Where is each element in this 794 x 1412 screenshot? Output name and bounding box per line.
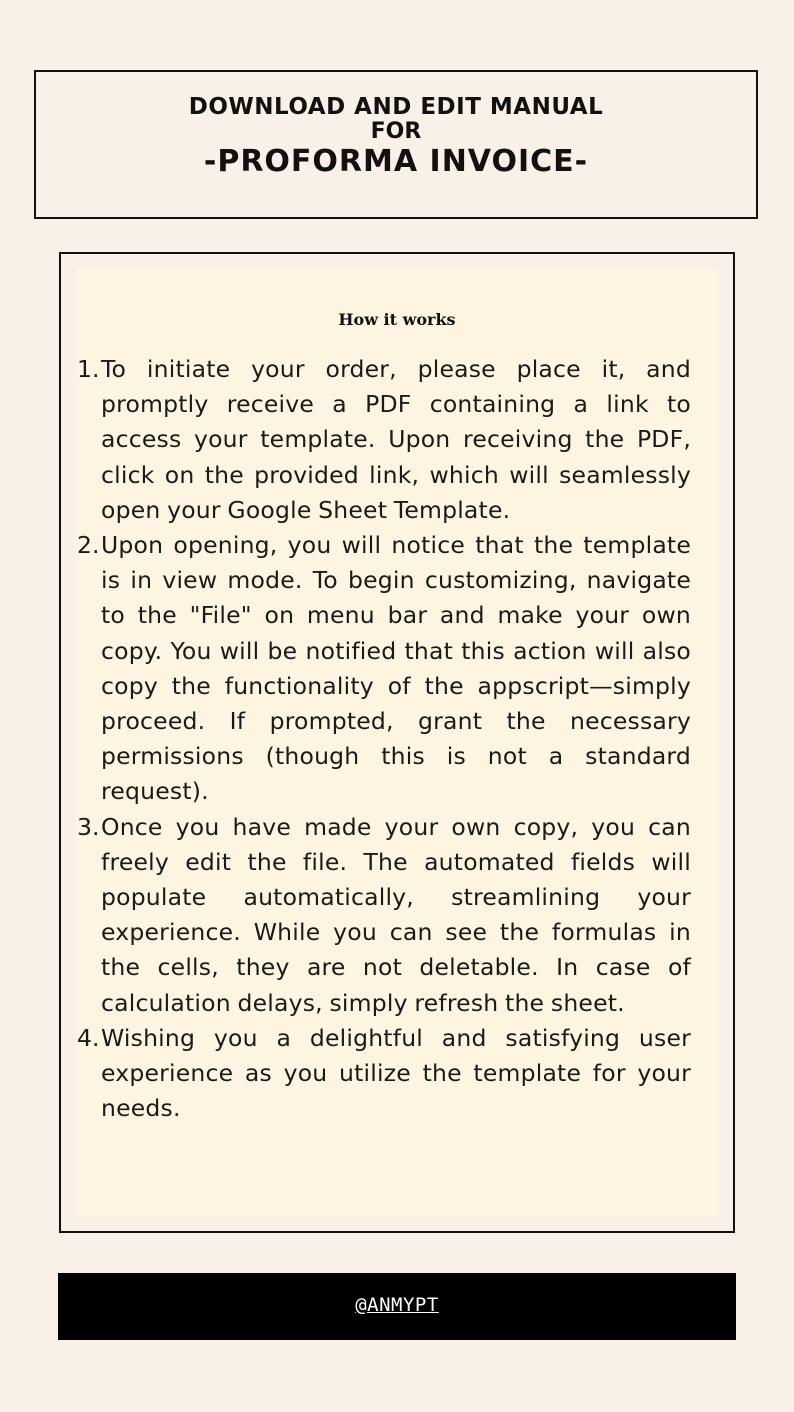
section-heading: How it works bbox=[338, 310, 456, 329]
step-item bbox=[77, 528, 691, 810]
title-box bbox=[34, 70, 758, 219]
title-line-3: -PROFORMA INVOICE- bbox=[203, 144, 589, 179]
step-number: 2. bbox=[77, 531, 100, 560]
title-line-2: FOR bbox=[370, 119, 422, 144]
content-panel bbox=[75, 268, 719, 1218]
step-text: Wishing you a delightful and satisfying user experience as you utilize the template for your needs. bbox=[101, 1023, 691, 1123]
step-text: To initiate your order, please place it, and promptly receive a PDF containing a link to access your template. Upon receiving the PDF, click on the provided link, which will seamlessly open your Google Sheet Template. bbox=[101, 355, 691, 524]
step-item bbox=[77, 810, 691, 1021]
content-frame bbox=[59, 252, 735, 1233]
step-number: 4. bbox=[77, 1023, 100, 1052]
step-number: 1. bbox=[77, 355, 100, 383]
footer-bar bbox=[58, 1273, 736, 1340]
step-item bbox=[77, 352, 691, 528]
step-text: Upon opening, you will notice that the template is in view mode. To begin customizing, navigate to the "File" on menu bar and make your own copy. You will be notified that this action will also copy the functionality of the appscript—simply proceed. If prompted, grant the necessary permissions (though this is not a standard request). bbox=[101, 531, 691, 806]
handle-link[interactable]: @ANMYPT bbox=[355, 1294, 439, 1316]
title-line-1: DOWNLOAD AND EDIT MANUAL bbox=[188, 94, 604, 120]
step-item bbox=[77, 1021, 691, 1127]
step-text: Once you have made your own copy, you can freely edit the file. The automated fields will populate automatically, streamlining your experience. While you can see the formulas in the cells, they are not deletable. In case of calculation delays, simply refresh the sheet. bbox=[101, 812, 691, 1017]
step-number: 3. bbox=[77, 812, 100, 841]
steps-list bbox=[77, 352, 691, 1126]
